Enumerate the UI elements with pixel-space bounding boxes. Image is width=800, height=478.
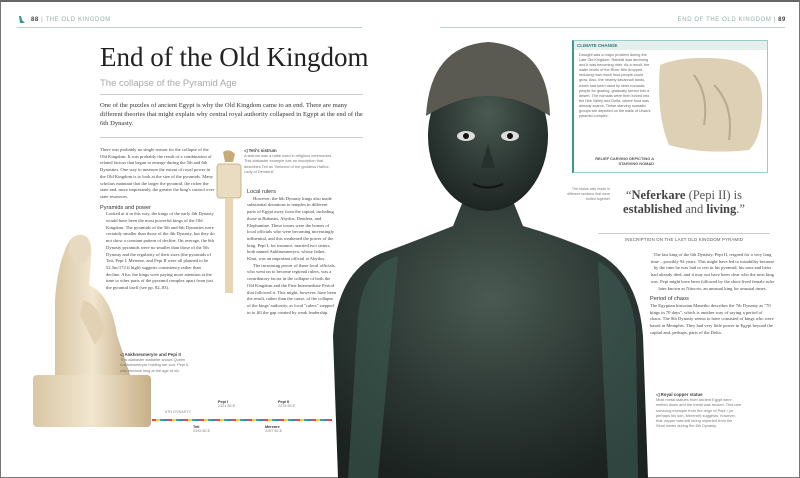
ankhnesmeryre-caption: ◁ Ankhnesmeryre and Pepi II This alabaster statuette shows Queen Ankhnesmeryre holding her son, Pepi II, who became king at the age of six. — [120, 352, 195, 373]
page-number: 88 — [31, 17, 39, 23]
pull-quote: “Neferkare (Pepi II) is established and living.” — [623, 188, 745, 216]
page-number: 89 — [778, 17, 786, 23]
sistrum-image — [209, 148, 249, 298]
paragraph: The last king of the 6th Dynasty, Pepi II, reigned for a very long time – possibly 94 years. This might have led to instability because by the time he was laid to rest in his pyramid, his sons and heirs had already died, and it may not have been clear who the next king was. Pepi might have been followed by the short-lived female ruler later known as Nitocris, an unusual king for unusual times. — [650, 252, 775, 291]
timeline-event: Teti 2345 BCE — [193, 425, 211, 433]
header-rule — [17, 27, 362, 28]
subheading: Pyramids and power — [100, 204, 151, 211]
paragraph: There was probably no single reason for the collapse of the Old Kingdom. It was probably the result of a combination of related factors that began to emerge during the 5th and 6th Dynasties. One way to measure the extent of royal power in the Old Kingdom is to look at the size of the pyramids. Many scholars maintain that the larger the pyramid, the richer the state and, more importantly, the greater the king's control over state resources. — [100, 147, 215, 199]
subheading: Period of chaos — [650, 296, 689, 303]
paragraph: The increasing power of these local officials, who went on to become regional rulers, was a contributory factor in the collapse of both the Old Kingdom and the First Intermediate Period that followed it. This might, however, have been the result, rather than the cause, of the collapse of the kings' authority, as local "rulers" stepped in to fill the gap created by weak leadership. — [247, 262, 337, 315]
header-rule — [440, 27, 785, 28]
page-title: End of the Old Kingdom — [100, 42, 369, 72]
quote-source: INSCRIPTION ON THE LAST OLD KINGDOM PYRAMID — [598, 233, 770, 242]
box-text: Drought was a major problem during the Late Old Kingdom. Rainfall was declining and it was becoming drier. As a result, the water levels of the River Nile dropped, reducing how much food people could grow. Also, the nearby savannah lands, which had been used by semi-nomadic people for grazing, gradually turned into a desert. The nomads were then forced into the Nile Valley and Delta, where food was already scarce. These starving nomadic groups are depicted on the walls of Unas's pyramid complex. — [579, 53, 651, 119]
paragraph: However, the 6th Dynasty kings also made substantial donations to temples in different parts of Egypt away from the capital, including those at Bubastis, Abydos, Dendera, and Elephantine. These towns were the homes of local officials who were becoming increasingly influential, and this weakened the power of the king. Pepi I, for instance, married two sisters, both named Ankhnesmeryra, whose father, Khui, was an important official at Abydos. — [247, 195, 335, 262]
sistrum-caption: ◁ Teti's sistrum A sistrum was a rattle used in religious ceremonies. This alabaster example has an inscription that describes Teti as "Beloved of the goddess Hathor, Lady of Dendera". — [244, 148, 336, 174]
caption-title: ◁ Royal copper statue — [656, 392, 703, 397]
left-page-header: 88 | THE OLD KINGDOM — [31, 17, 111, 23]
relief-caption: RELIEF CARVING DEPICTING A STARVING NOMAD — [595, 156, 654, 167]
page-subtitle: The collapse of the Pyramid Age — [100, 78, 237, 89]
bird-logo-icon — [17, 15, 26, 24]
caption-title: ◁ Ankhnesmeryre and Pepi II — [120, 352, 181, 357]
section-name: THE OLD KINGDOM — [45, 17, 111, 23]
section-name: END OF THE OLD KINGDOM — [677, 17, 772, 23]
caption-title: ◁ Teti's sistrum — [244, 148, 277, 153]
nomad-relief-image — [654, 55, 766, 155]
timeline-event: Pepi I 2321 BCE — [218, 400, 236, 408]
subheading: Local rulers — [247, 189, 276, 195]
paragraph: Looked at it in this way, the kings of the early 4th Dynasty would have been the most powerful kings of the Old Kingdom. The pyramids of the 5th and 6th Dynasties were certainly smaller than those of the 4th Dynasty, but they do not show a constant pattern of decline. On average, the 6th Dynasty pyramids were no smaller than those of the 5th Dynasty and the regularity of their sizes (the pyramids of Teti, Pepi I, Merenre, and Pepi II were all planned to be 52.5m/172 ft high) suggests consistency rather than decline. Also, the kings were paying more attention at the time to other parts of the pyramid complex apart from just the pyramid itself (see pp. 82–83). — [106, 211, 215, 291]
intro-paragraph: One of the puzzles of ancient Egypt is why the Old Kingdom came to an end. There are many different theories that might explain why central royal authority collapsed in Egypt at the end of the 6th Dynasty. — [100, 102, 363, 127]
paragraph: The Egyptian historian Manetho describes the 7th Dynasty as "70 kings in 70 days", which is another way of saying a period of chaos. The 8th Dynasty seems to have consisted of kings who were based in Memphis. They had very little power in Egypt beyond the capital and, perhaps, parts of the Delta. — [650, 302, 774, 335]
copper-statue-caption: ◁ Royal copper statue Most metal statues from ancient Egypt were melted down and the metal was reused. This rare surviving example from the reign of Pepi I (or perhaps his son, Merenre) suggests, however, that copper was still being imported from the Sinai mines during the 6th Dynasty. — [656, 392, 742, 429]
box-title: CLIMATE CHANGE — [574, 41, 767, 50]
text-column-right — [650, 252, 775, 336]
timeline-event: Pepi II 2278 BCE — [278, 400, 296, 408]
statue-note: The statue was made in different sections that were bolted together — [567, 187, 610, 201]
text-column-1 — [100, 147, 215, 292]
right-page-header: END OF THE OLD KINGDOM | 89 — [677, 17, 786, 23]
timeline-label: 6TH DYNASTY — [165, 410, 192, 414]
timeline-event: Merenre 2287 BCE — [265, 425, 283, 433]
climate-change-box — [572, 40, 768, 173]
timeline-bar — [152, 419, 332, 421]
